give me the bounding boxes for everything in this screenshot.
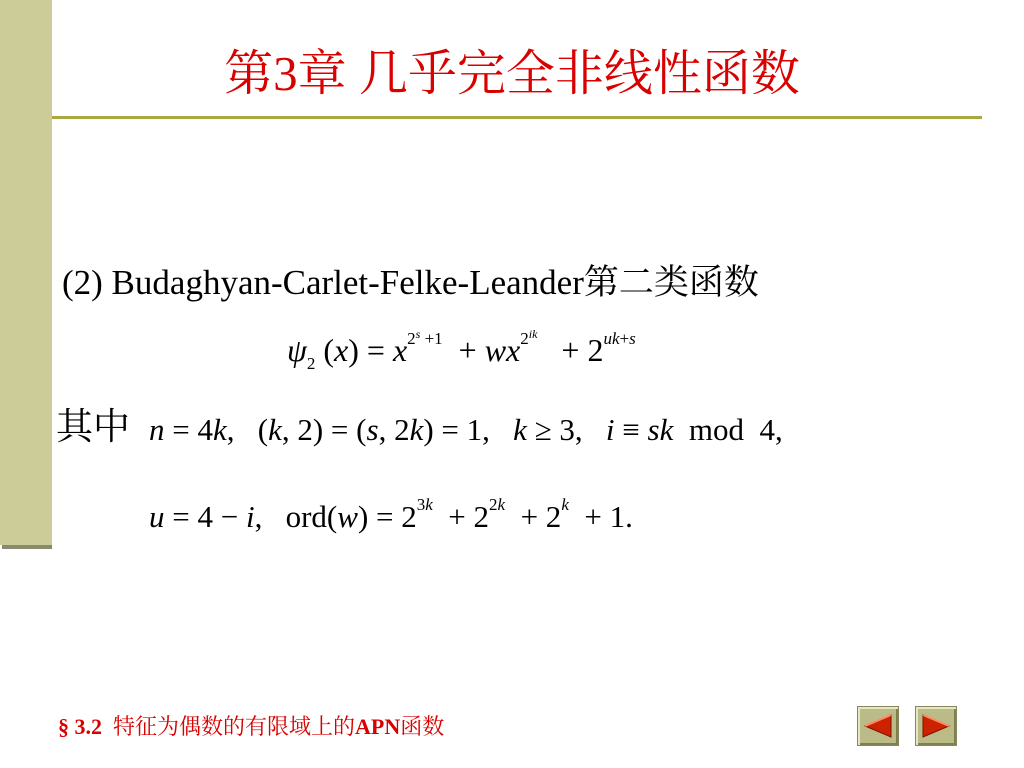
title-rule (52, 116, 982, 119)
prev-slide-button[interactable] (857, 706, 899, 746)
formula-psi2: $\psi_2$ $(x) = x^{2^s +1} + wx^{2^{ik}} + 2^{uk+s}$ (287, 327, 636, 373)
next-slide-button[interactable] (915, 706, 957, 746)
footer-section-number: § 3.2 (58, 714, 102, 739)
prev-arrow-icon (863, 713, 893, 739)
footer-section-label (58, 713, 444, 741)
next-arrow-icon (921, 713, 951, 739)
condition-line-1: n = 4k, (k, 2) = (s, 2k) = 1, k ≥ 3, i ≡ sk mod 4, (149, 412, 783, 447)
slide-title: 第3章 几乎完全非线性函数 (224, 46, 800, 101)
condition-line-2: u = 4 − i, $ord(w) = 2^{3k} + 2^{2k} + 2^k + 1$. (149, 495, 633, 534)
footer-text-cn: 特征为偶数的有限域上的 (113, 714, 356, 739)
condition-label: 其中 (56, 407, 130, 448)
footer-text-bold: APN (355, 714, 401, 739)
sidebar-shadow (2, 545, 52, 549)
footer-text-end: 函数 (400, 714, 445, 739)
item-heading: (2) Budaghyan-Carlet-Felke-Leander第二类函数 (62, 263, 759, 302)
